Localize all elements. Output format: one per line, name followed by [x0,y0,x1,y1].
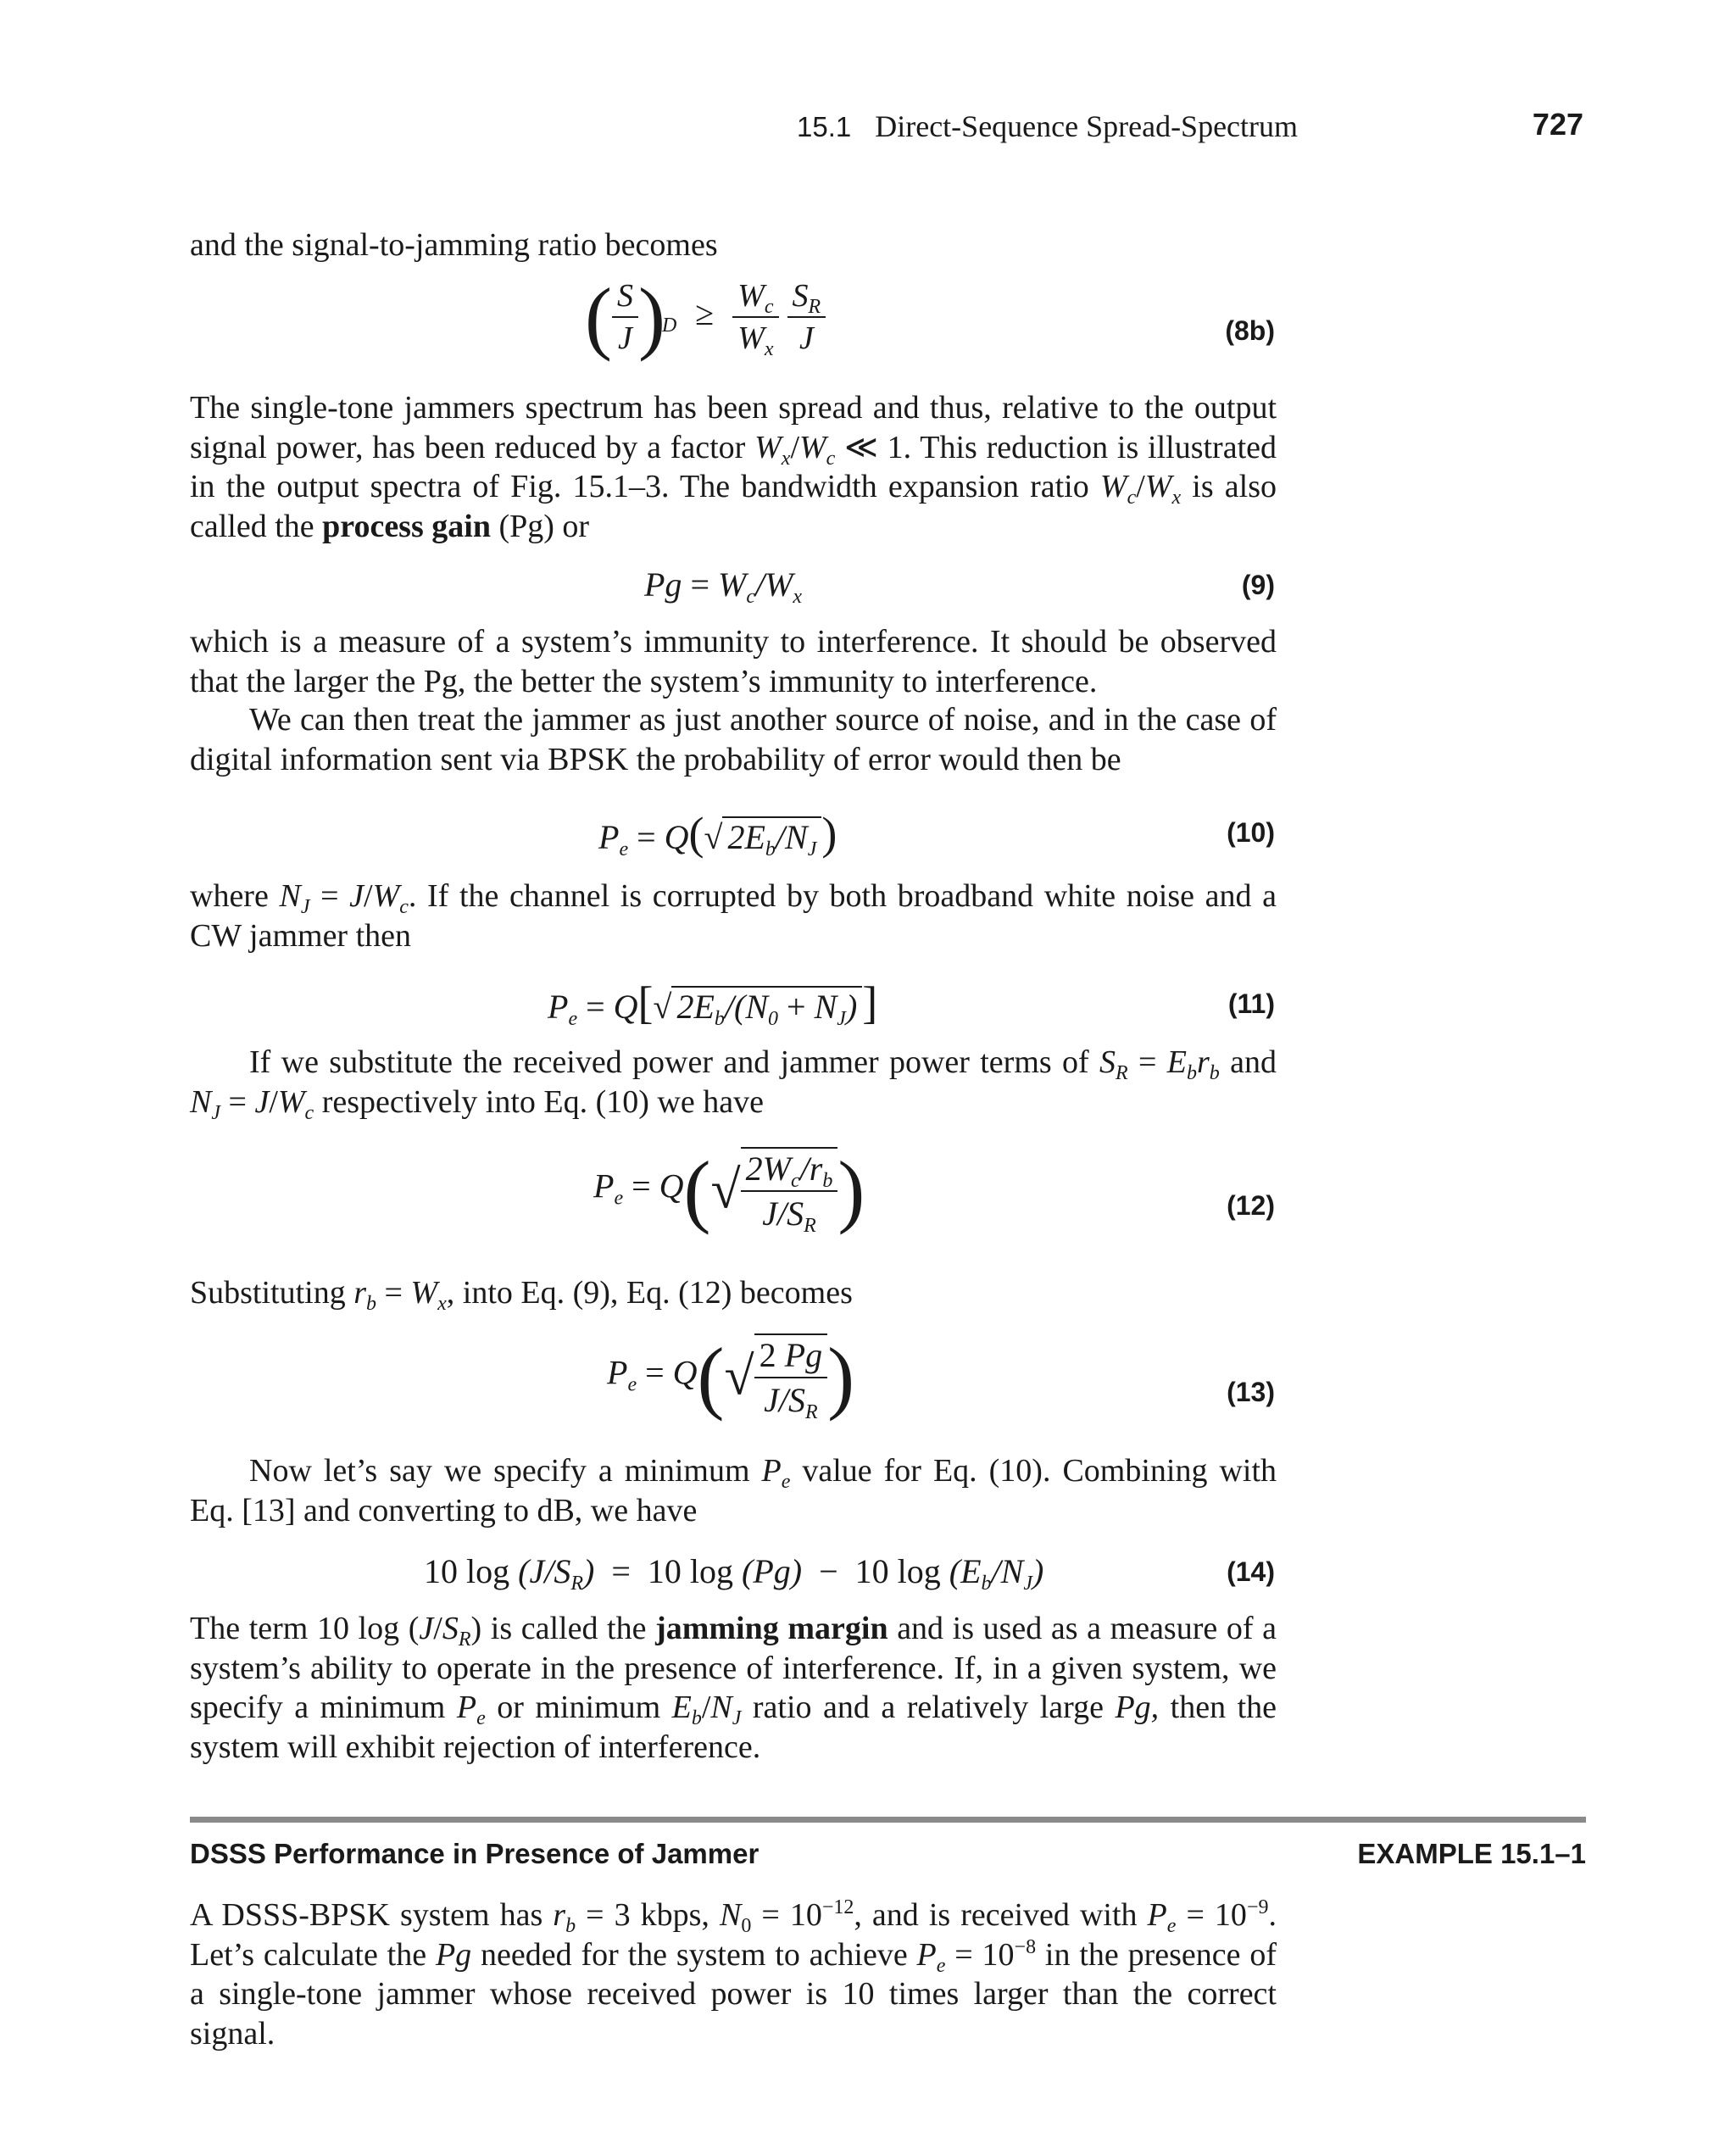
paragraph-process-gain: The single-tone jammers spectrum has been spread and thus, relative to the output signal power, has been reduced by a factor $W_x/W_c$ ≪ 1. This reduction is illustrated in the output spectra of Fig. 15.1–3. The bandwidth expansion ratio $W_c/W_x$ is also called the process gain (Pg) or [190,390,1277,544]
paragraph-jamming-margin: The term 10 $\log (J/S_R)$ is called the jamming margin and is used as a measure of a system’s ability to operate in the presence of interference. If, in a given system, we specify a minimum $P_e$ or minimum $E_b/N_J$ ratio and a relatively large Pg, then the system will exhibit rejection of interference. [190,1611,1277,1765]
equation-10: $P_e = Q(√$ $2E_b/N_J$ ) [598,808,837,860]
term-jamming-margin: jamming margin [655,1611,888,1646]
equation-14: 10 $\log (J/S_R) = 10$ log (Pg) − 10 $\log (E_b/N_J)$ [424,1552,1044,1595]
paragraph-substituting-rb: Substituting $r_b = W_x$, into Eq. (9), Eq. (12) becomes [190,1275,853,1315]
equation-13: $P_e = Q(√$ $\frac{2 Pg}{J/S_R}$ ) [607,1331,855,1423]
paragraph-nj-definition: where $N_J = J/W_c$. If the channel is corrupted by both broadband white noise and a CW jammer then [190,878,1277,954]
equation-number-10: (10) [1227,817,1275,848]
running-header [797,109,1736,144]
equation-8b: ( $\frac{S}{J}$ )$_D$ ≥ $\frac{W_c}{W_x}$ $\frac{S_R}{J}$ [585,270,826,364]
paragraph-immunity: which is a measure of a system’s immunity to interference. It should be observed that the larger the Pg, the better the system’s immunity to interference. [190,624,1277,699]
term-process-gain: process gain [322,508,491,544]
page-number: 727 [1532,107,1583,142]
equation-number-11: (11) [1227,988,1275,1019]
paragraph-intro: and the signal-to-jamming ratio becomes [190,227,718,263]
example-title: DSSS Performance in Presence of Jammer [190,1838,760,1869]
equation-12: $P_e = Q(√$ $\frac{2W_c/r_b}{J/S_R}$ ) [593,1144,865,1237]
paragraph-minimum-pe: Now let’s say we specify a minimum $P_e$ value for Eq. (10). Combining with Eq. [13] and converting to dB, we have [190,1453,1277,1528]
equation-9: $Pg = W_c/W_x$ [644,565,803,608]
equation-number-12: (12) [1227,1190,1275,1221]
paragraph-substitute: If we substitute the received power and jammer power terms of $S_R = E_br_b$ and $N_J = J/W_c$ respectively into Eq. (10) we have [190,1044,1277,1124]
equation-number-13: (13) [1227,1377,1275,1407]
section-number: 15.1 [797,111,852,142]
example-divider [190,1817,1586,1823]
section-title: Direct-Sequence Spread-Spectrum [875,109,1299,143]
equation-number-8b: (8b) [1225,315,1275,346]
example-text: A DSSS-BPSK system has $r_b = 3$ kbps, $N_0 = 10^{-12}$, and is received with $P_e = 10^{-9}$. Let’s calculate the Pg needed for the system to achieve $P_e = 10^{-8}$ in the presence of a single-tone jammer whose received power is 10 times larger than the correct signal. [190,1896,1277,2052]
example-label: EXAMPLE 15.1–1 [1357,1838,1586,1869]
equation-number-14: (14) [1227,1556,1275,1587]
paragraph-jammer-noise: We can then treat the jammer as just another source of noise, and in the case of digital information sent via BPSK the probability of error would then be [190,702,1277,777]
equation-number-9: (9) [1241,570,1275,600]
equation-11: $P_e = Q[√$ $2E_b/(N_0 + N_J)$ ] [548,977,878,1030]
